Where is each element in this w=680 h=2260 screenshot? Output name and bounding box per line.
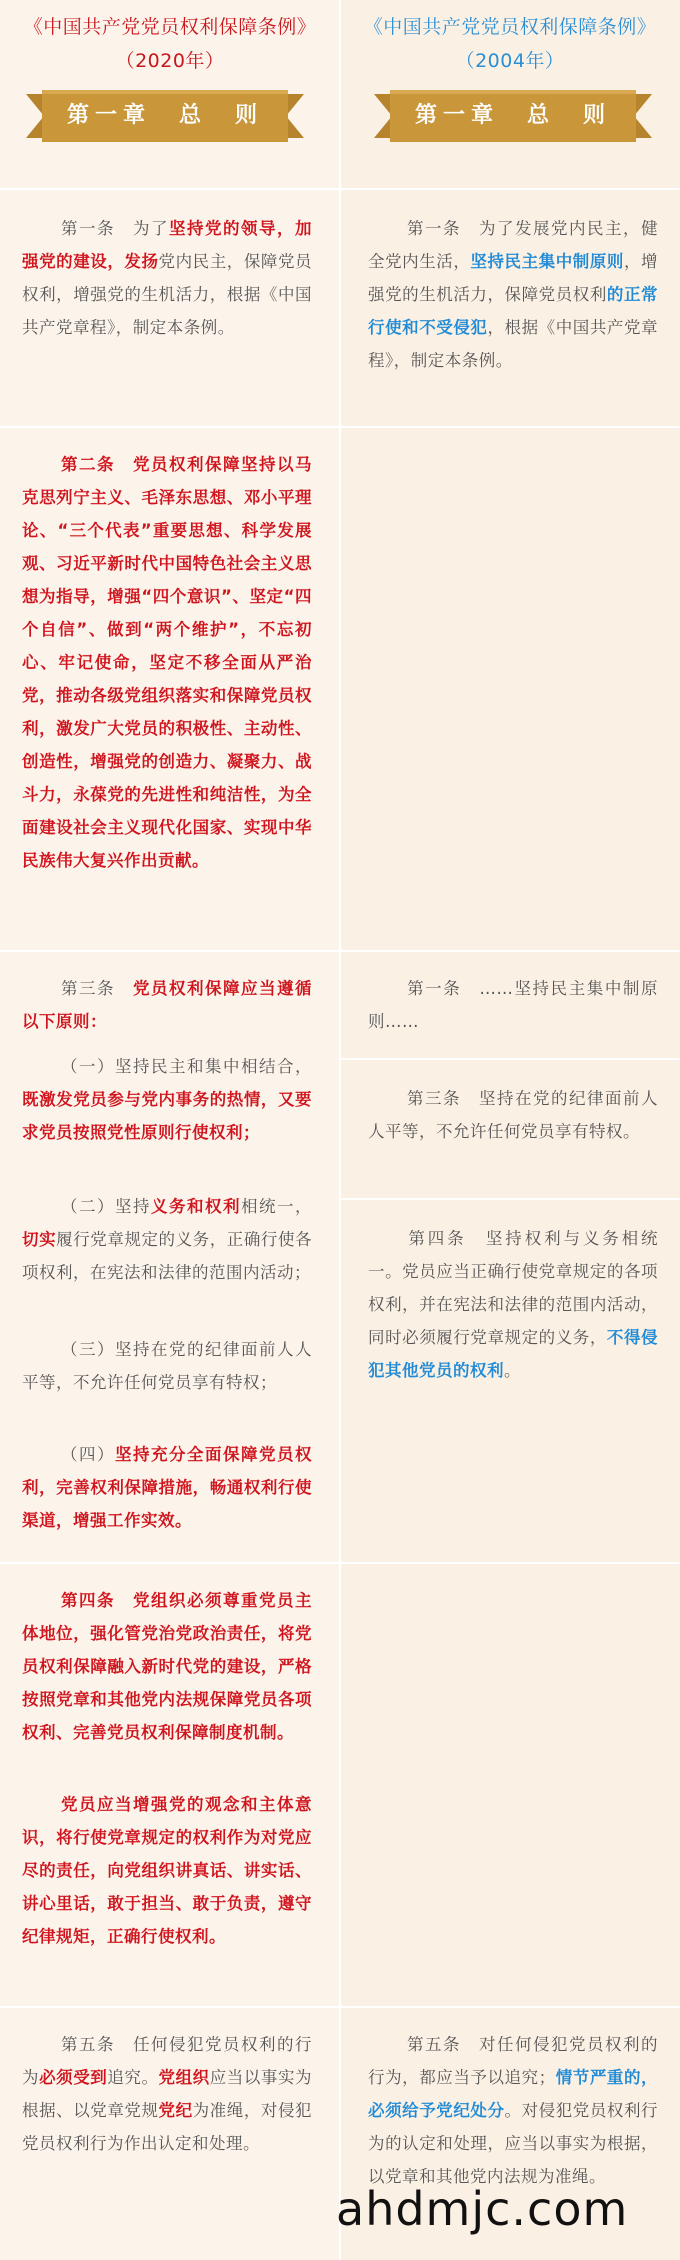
- text-segment: ，根据《中国共产党章程》，制定本条例。: [368, 318, 658, 370]
- row-divider: [340, 1058, 680, 1060]
- right-chapter-title: 第一章 总 则: [414, 103, 611, 128]
- left-chapter-title: 第一章 总 则: [66, 103, 263, 128]
- left-article-3-item-4: [22, 1438, 312, 1537]
- text-segment: 第三条 坚持在党的纪律面前人人平等，不允许任何党员享有特权。: [368, 1089, 658, 1141]
- left-article-2: [22, 448, 312, 877]
- left-title-2020: [0, 10, 340, 78]
- right-article-1: [368, 212, 658, 377]
- left-chapter-ribbon: [26, 88, 304, 144]
- left-article-3-item-2: [22, 1190, 312, 1289]
- text-segment: （一）坚持民主和集中相结合，: [60, 1057, 312, 1076]
- text-segment: 党组织: [158, 2068, 210, 2087]
- right-chapter-ribbon: [374, 88, 652, 144]
- text-segment: 不得侵犯其他党员的权利: [368, 1328, 658, 1380]
- left-title-line1: 《中国共产党党员权利保障条例》: [23, 16, 317, 38]
- row-divider: [0, 1562, 680, 1564]
- text-segment: 为准绳，对侵犯党员权利行为作出认定和处理。: [22, 2101, 312, 2153]
- text-segment: ，增强党的生机活力，保障党员权利: [368, 252, 658, 304]
- text-segment: 第五条 对任何侵犯党员权利的行为，都应当予以追究；: [368, 2035, 658, 2087]
- right-article-4: [368, 1222, 658, 1387]
- text-segment: 第一条 ……坚持民主集中制原则……: [368, 979, 658, 1031]
- left-article-3-item-3: [22, 1333, 312, 1399]
- text-segment: 情节严重的，必须给予党纪处分: [368, 2068, 658, 2120]
- text-segment: 的正常行使和不受侵犯: [368, 285, 658, 337]
- text-segment: 。对侵犯党员权利行为的认定和处理，应当以事实为根据，以党章和其他党内法规为准绳。: [368, 2101, 658, 2186]
- right-article-1-excerpt: [368, 972, 658, 1038]
- text-segment: 履行党章规定的义务，正确行使各项权利，在宪法和法律的范围内活动；: [22, 1230, 312, 1282]
- text-segment: （三）坚持在党的纪律面前人人平等，不允许任何党员享有特权；: [22, 1340, 312, 1392]
- left-article-3: [22, 972, 312, 1038]
- text-segment: 坚持民主集中制原则: [470, 252, 624, 271]
- right-title-2004: [340, 10, 680, 78]
- left-article-4: [22, 1584, 312, 1749]
- text-segment: 党员应当增强党的观念和主体意识，将行使党章规定的权利作为对党应尽的责任，向党组织讲真话、讲实话、讲心里话，敢于担当、敢于负责，遵守纪律规矩，正确行使权利。: [22, 1795, 312, 1946]
- left-article-5: [22, 2028, 312, 2160]
- left-title-line2: （2020年）: [115, 50, 225, 72]
- text-segment: 。: [504, 1361, 521, 1380]
- text-segment: 坚持党的领导，加强党的建设，发扬: [22, 219, 312, 271]
- site-watermark: ahdmjc.com: [336, 2182, 629, 2236]
- text-segment: 切实: [22, 1230, 57, 1249]
- left-article-3-item-1: [22, 1050, 312, 1149]
- text-segment: 第二条 党员权利保障坚持以马克思列宁主义、毛泽东思想、邓小平理论、“三个代表”重要思想、科学发展观、习近平新时代中国特色社会主义思想为指导，增强“四个意识”、坚定“四个自信”、做到“两个维护”，不忘初心、牢记使命，坚定不移全面从严治党，推动各级党组织落实和保障党员权利，激发广大党员的积极性、主动性、创造性，增强党的创造力、凝聚力、战斗力，永葆党的先进性和纯洁性，为全面建设社会主义现代化国家、实现中华民族伟大复兴作出贡献。: [22, 455, 312, 870]
- row-divider: [340, 1198, 680, 1200]
- left-article-1: [22, 212, 312, 344]
- text-segment: 第四条 坚持权利与义务相统一。党员应当正确行使党章规定的各项权利，并在宪法和法律的范围内活动，同时必须履行党章规定的义务，: [368, 1229, 658, 1347]
- text-segment: 坚持充分全面保障党员权利，完善权利保障措施，畅通权利行使渠道，增强工作实效。: [22, 1445, 312, 1530]
- text-segment: 第一条 为了: [60, 219, 169, 238]
- text-segment: 应当以事实为根据、以党章党规: [22, 2068, 312, 2120]
- text-segment: 党纪: [158, 2101, 193, 2120]
- text-segment: 党内民主，保障党员权利，增强党的生机活力，根据《中国共产党章程》，制定本条例。: [22, 252, 312, 337]
- row-divider: [0, 426, 680, 428]
- row-divider: [0, 188, 680, 190]
- text-segment: 第四条 党组织必须尊重党员主体地位，强化管党治党政治责任，将党员权利保障融入新时代党的建设，严格按照党章和其他党内法规保障党员各项权利、完善党员权利保障制度机制。: [22, 1591, 312, 1742]
- row-divider: [0, 2006, 680, 2008]
- text-segment: （二）坚持: [60, 1197, 151, 1216]
- text-segment: 第三条: [60, 979, 133, 998]
- text-segment: 追究。: [107, 2068, 159, 2087]
- row-divider: [0, 950, 680, 952]
- right-article-3: [368, 1082, 658, 1148]
- right-title-line2: （2004年）: [455, 50, 565, 72]
- right-article-5: [368, 2028, 658, 2193]
- text-segment: 党员权利保障应当遵循以下原则：: [22, 979, 312, 1031]
- left-article-4-para-2: [22, 1788, 312, 1953]
- right-title-line1: 《中国共产党党员权利保障条例》: [363, 16, 657, 38]
- column-divider: [339, 0, 341, 2260]
- text-segment: 相统一，: [241, 1197, 312, 1216]
- text-segment: 第五条 任何侵犯党员权利的行为: [22, 2035, 312, 2087]
- text-segment: （四）: [60, 1445, 115, 1464]
- text-segment: 第一条 为了发展党内民主，健全党内生活，: [368, 219, 658, 271]
- text-segment: 必须受到: [39, 2068, 108, 2087]
- text-segment: 义务和权利: [151, 1197, 241, 1216]
- text-segment: 既激发党员参与党内事务的热情，又要求党员按照党性原则行使权利；: [22, 1090, 312, 1142]
